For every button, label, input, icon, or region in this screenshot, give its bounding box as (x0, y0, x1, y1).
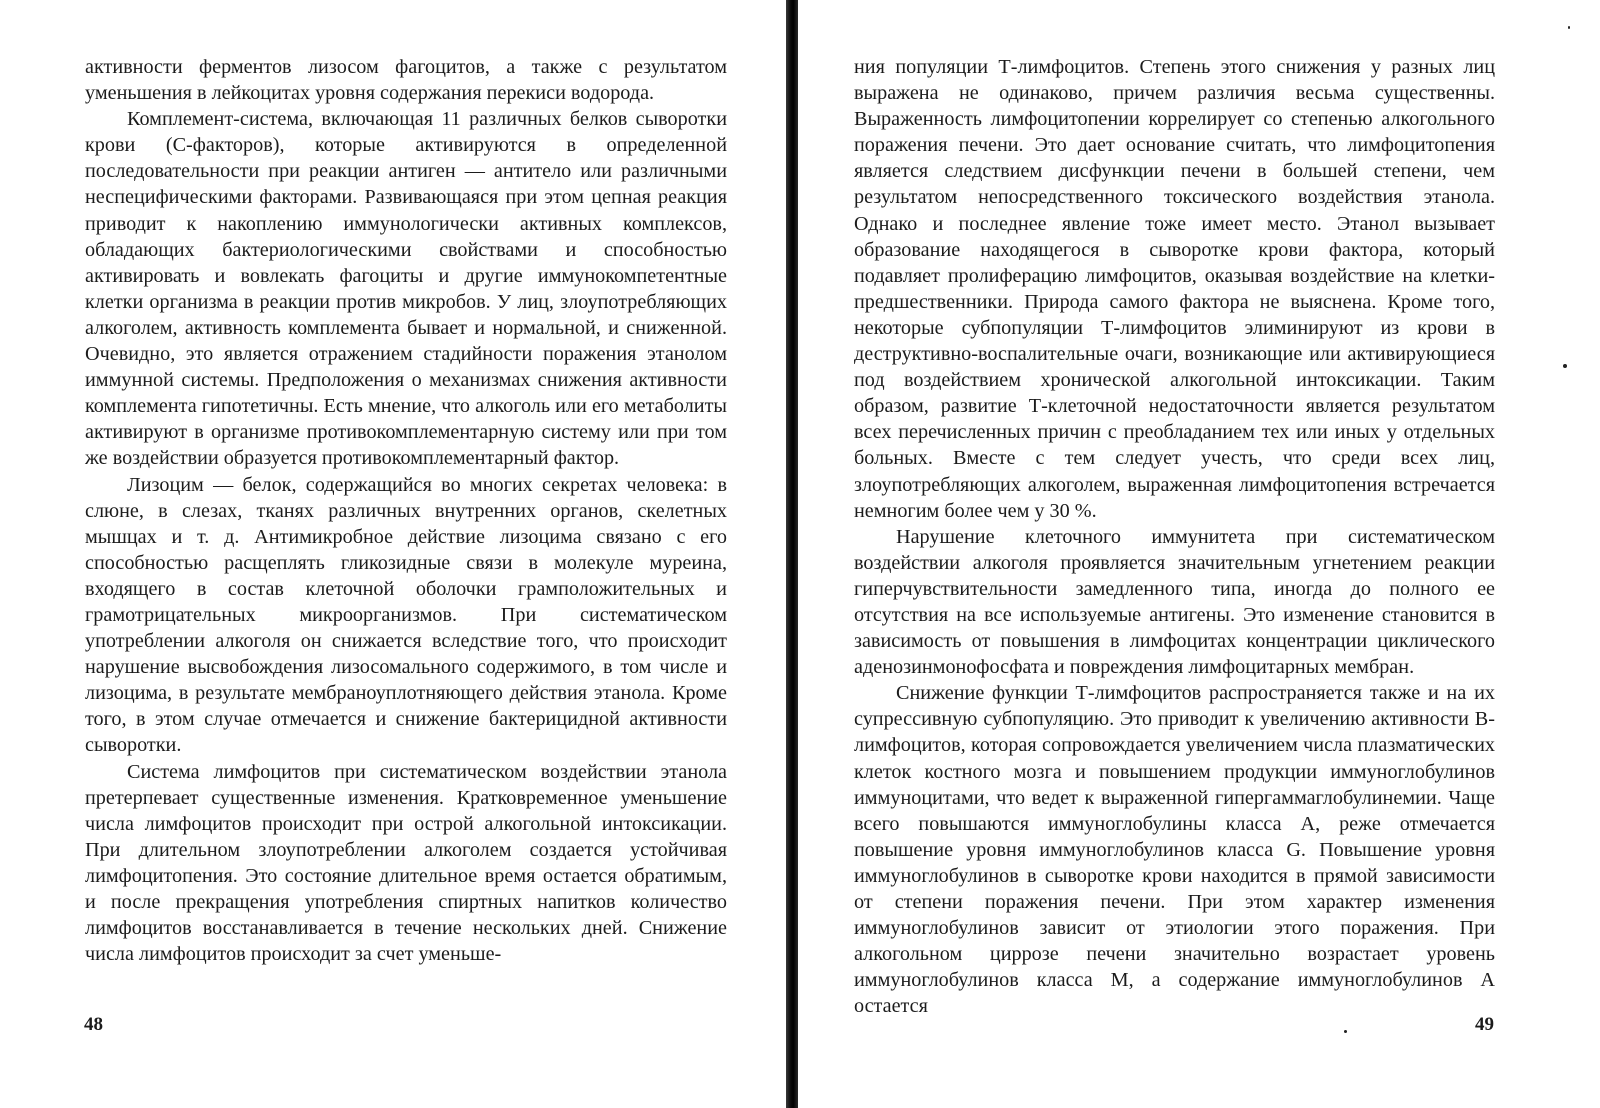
paragraph: Нарушение клеточного иммунитета при систематическом воздействии алкоголя проявляется значительным угнетением реакции гиперчувствительности замедленного типа, иногда до полного ее отсутствия на все используемые антигены. Это изменение становится в зависимость от повышения в лимфоцитах концентрации циклического аденозинмонофосфата и повреждения лимфоцитарных мембран. (854, 525, 1495, 679)
paragraph: Комплемент-система, включающая 11 различных белков сыворотки крови (С-факторов), которые активируются в определенной последовательности при реакции антиген — антитело или различными неспецифическими факторами. Развивающаяся при этом цепная реакция приводит к накоплению иммунологически активных комплексов, обладающих бактериологическими свойствами и способностью активировать и вовлекать фагоциты и другие иммунокомпетентные клетки организма в реакции против микробов. У лиц, злоупотребляющих алкоголем, активность комплемента бывает и нормальной, и сниженной. Очевидно, это является отражением стадийности поражения этанолом иммунной системы. Предположения о механизмах снижения активности комплемента гипотетичны. Есть мнение, что алкоголь или его метаболиты активируют в организме противокомплементарную систему или при том же воздействии образуется противокомплементарный фактор. (85, 108, 727, 470)
right-page-text (854, 54, 1495, 1019)
paragraph: Снижение функции Т-лимфоцитов распространяется также и на их супрессивную субпопуляцию. Это приводит к увеличению активности В- лимфоцитов, которая сопровождается увеличением числа плазматических клеток костного мозга и повышением продукции иммуноглобулинов иммуноцитами, что ведет к выраженной гипергаммаглобулинемии. Чаще всего повышаются иммуноглобулины класса А, реже отмечается повышение уровня иммуноглобулинов класса G. Повышение уровня иммуноглобулинов в сыворотке крови находится в прямой зависимости от степени поражения печени. При этом характер изменения иммуноглобулинов зависит от этиологии этого поражения. При алкогольном циррозе печени значительно возрастает уровень иммуноглобулинов класса М, а содержание иммуноглобулинов А остается (854, 682, 1495, 1018)
left-page (0, 0, 786, 1108)
scan-speck (1563, 364, 1567, 368)
book-gutter (786, 0, 798, 1108)
paragraph: ния популяции Т-лимфоцитов. Степень этого снижения у разных лиц выражена не одинаково, причем различия весьма существенны. Выраженность лимфоцитопении коррелирует со степенью алкогольного поражения печени. Это дает основание считать, что лимфоцитопения является следствием дисфункции печени в большей степени, чем результатом непосредственного токсического воздействия этанола. Однако и последнее явление тоже имеет место. Этанол вызывает образование находящегося в сыворотке крови фактора, который подавляет пролиферацию лимфоцитов, оказывая воздействие на клетки- предшественники. Природа самого фактора не выяснена. Кроме того, некоторые субпопуляции Т-лимфоцитов элиминируют из крови в деструктивно-воспалительные очаги, возникающие или активирующиеся под воздействием хронической алкогольной интоксикации. Таким образом, развитие Т-клеточной недостаточности является результатом всех перечисленных причин с преобладанием тех или иных у отдельных больных. Вместе с тем следует учесть, что среди всех лиц, злоупотребляющих алкоголем, выраженная лимфоцитопения встречается немногим более чем у 30 %. (854, 56, 1495, 522)
paragraph: Лизоцим — белок, содержащийся во многих секретах человека: в слюне, в слезах, тканях различных внутренних органов, скелетных мышцах и т. д. Антимикробное действие лизоцима связано с его способностью расщеплять гликозидные связи в молекуле муреина, входящего в состав клеточной оболочки грамположительных и грамотрицательных микроорганизмов. При систематическом употреблении алкоголя он снижается вследствие того, что происходит нарушение высвобождения лизосомального содержимого, в том числе и лизоцима, в результате мембраноуплотняющего действия этанола. Кроме того, в этом случае отмечается и снижение бактерицидной активности сыворотки. (85, 473, 727, 757)
scan-speck (1344, 1030, 1347, 1033)
paragraph: активности ферментов лизосом фагоцитов, а также с результатом уменьшения в лейкоцитах уровня содержания перекиси водорода. (85, 56, 727, 105)
right-page (798, 0, 1600, 1108)
page-number: 48 (84, 1014, 103, 1035)
left-page-text (85, 54, 727, 967)
paragraph: Система лимфоцитов при систематическом воздействии этанола претерпевает существенные изменения. Кратковременное уменьшение числа лимфоцитов происходит при острой алкогольной интоксикации. При длительном злоупотреблении алкоголем создается устойчивая лимфоцитопения. Это состояние длительное время остается обратимым, и после прекращения употребления спиртных напитков количество лимфоцитов восстанавливается в течение нескольких дней. Снижение числа лимфоцитов происходит за счет уменьше- (85, 760, 727, 966)
scan-speck (1568, 26, 1570, 29)
page-number: 49 (1475, 1014, 1494, 1035)
